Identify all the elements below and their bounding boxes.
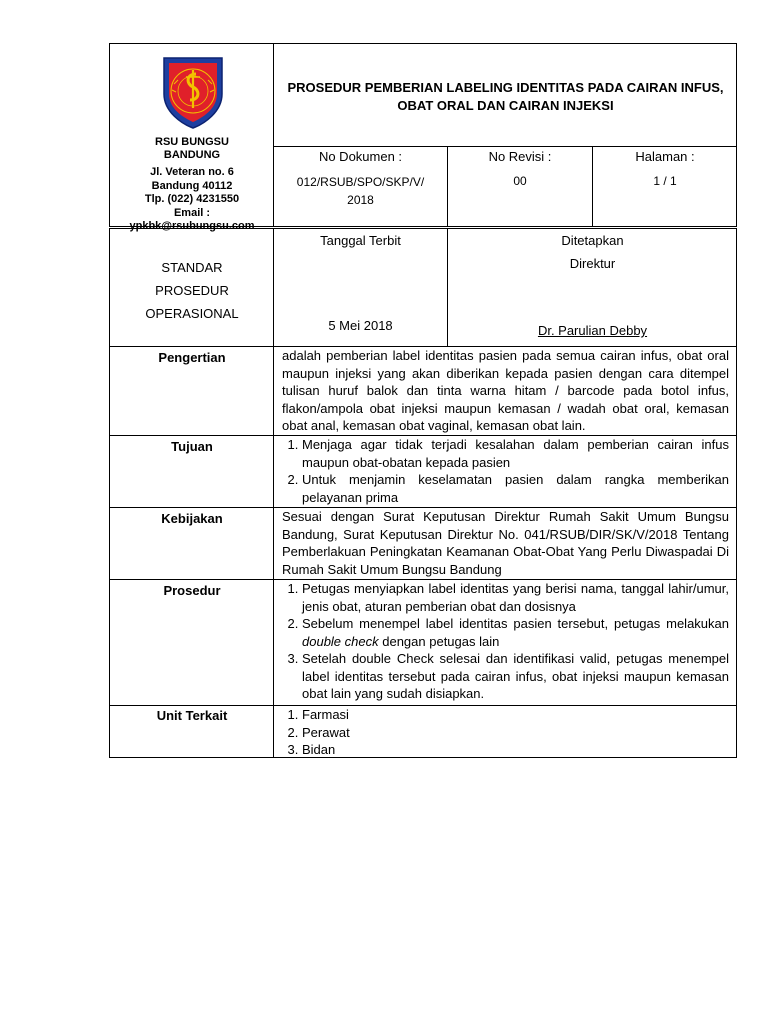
hospital-name-line2: BANDUNG [163, 149, 221, 161]
unit-item: 2. Perawat [302, 724, 729, 742]
direktur-label: Direktur [569, 256, 616, 271]
tujuan-item: 1. Menjaga agar tidak terjadi kesalahan dalam pemberian cairan infus maupun obat-obatan kepada pasien [302, 436, 729, 471]
no-dokumen-value-line1: 012/RSUB/SPO/SKP/V/ [296, 175, 425, 189]
unit-terkait-label: Unit Terkait [156, 708, 228, 723]
address-line1: Jl. Veteran no. 6 [150, 166, 234, 178]
document-title [274, 79, 737, 115]
no-dokumen-value [274, 173, 447, 209]
body-column-divider [273, 228, 274, 758]
pengertian-text: adalah pemberian label identitas pasien pada semua cairan infus, obat oral maupun injeksi yang akan diberikan kepada pasien dengan cara ditempel tulisan huruf balok dan tinta warna hitam / barcode pada botol infus, flakon/ampola obat injeksi maupun kemasan / wadah obat oral, kemasan obat anal, kemasan obat vaginal, kemasan obat lain. [282, 348, 729, 433]
direktur-name-text: Dr. Parulian Debby [537, 323, 648, 338]
tujuan-list [278, 436, 729, 506]
title-divider [273, 146, 737, 147]
spo-label [112, 256, 272, 325]
hospital-address [112, 166, 272, 234]
kebijakan-text: Sesuai dengan Surat Keputusan Direktur Rumah Sakit Umum Bungsu Bandung, Surat Keputusan Direktur No. 041/RSUB/DIR/SK/V/2018 Tentang Pemberlakuan Peningkatan Keamanan Obat-Obat Yang Perlu Diwaspadai Di Rumah Sakit Umum Bungsu Bandung [282, 509, 729, 577]
tujuan-label: Tujuan [171, 439, 213, 454]
unit-terkait-list [278, 706, 729, 759]
prosedur-item [302, 615, 729, 650]
halaman-value: 1 / 1 [653, 174, 677, 188]
spo-label-line2: PROSEDUR [155, 283, 229, 298]
kebijakan-label: Kebijakan [161, 511, 223, 526]
spo-label-line3: OPERASIONAL [145, 306, 239, 321]
address-line2: Bandung 40112 [151, 179, 233, 192]
no-revisi-value: 00 [513, 174, 527, 188]
tanggal-terbit-label: Tanggal Terbit [320, 233, 401, 248]
tanggal-terbit-value: 5 Mei 2018 [328, 318, 393, 333]
tujuan-item: 2. Untuk menjamin keselamatan pasien dalam rangka memberikan pelayanan prima [302, 471, 729, 506]
no-dokumen-value-line2: 2018 [347, 193, 374, 207]
spo-label-line1: STANDAR [161, 260, 223, 275]
double-check-emphasis: double check [302, 633, 379, 649]
hospital-name [112, 136, 272, 162]
ditetapkan-label: Ditetapkan [561, 233, 624, 248]
title-line1: PROSEDUR PEMBERIAN LABELING IDENTITAS PADA CAIRAN INFUS, [287, 80, 724, 95]
no-revisi-label: No Revisi : [488, 149, 552, 164]
direktur-name [448, 323, 737, 338]
prosedur-item2-tail: dengan petugas lain [378, 633, 500, 649]
pengertian-label: Pengertian [158, 350, 226, 365]
prosedur-item2-text: Sebelum menempel label identitas pasien tersebut, petugas melakukan [302, 616, 729, 631]
prosedur-list [278, 580, 729, 703]
email: Email : ypkbk@rsubungsu.com [129, 206, 255, 232]
prosedur-item: 1. Petugas menyiapkan label identitas yang berisi nama, tanggal lahir/umur, jenis obat, aturan pemberian obat dan dosisnya [302, 580, 729, 615]
hospital-name-line1: RSU BUNGSU [155, 136, 229, 148]
title-line2: OBAT ORAL DAN CAIRAN INJEKSI [397, 98, 614, 113]
unit-item: 1. Farmasi [302, 706, 729, 724]
no-dokumen-label: No Dokumen : [318, 149, 403, 164]
halaman-label: Halaman : [635, 149, 695, 164]
hospital-logo [160, 54, 226, 130]
unit-item: 3. Bidan [302, 741, 729, 759]
prosedur-item: 3. Setelah double Check selesai dan identifikasi valid, petugas menempel label identitas tersebut pada cairan infus, obat injeksi maupun kemasan obat lain yang sudah disiapkan. [302, 650, 729, 703]
prosedur-label: Prosedur [163, 583, 221, 598]
phone: Tlp. (022) 4231550 [144, 193, 240, 205]
